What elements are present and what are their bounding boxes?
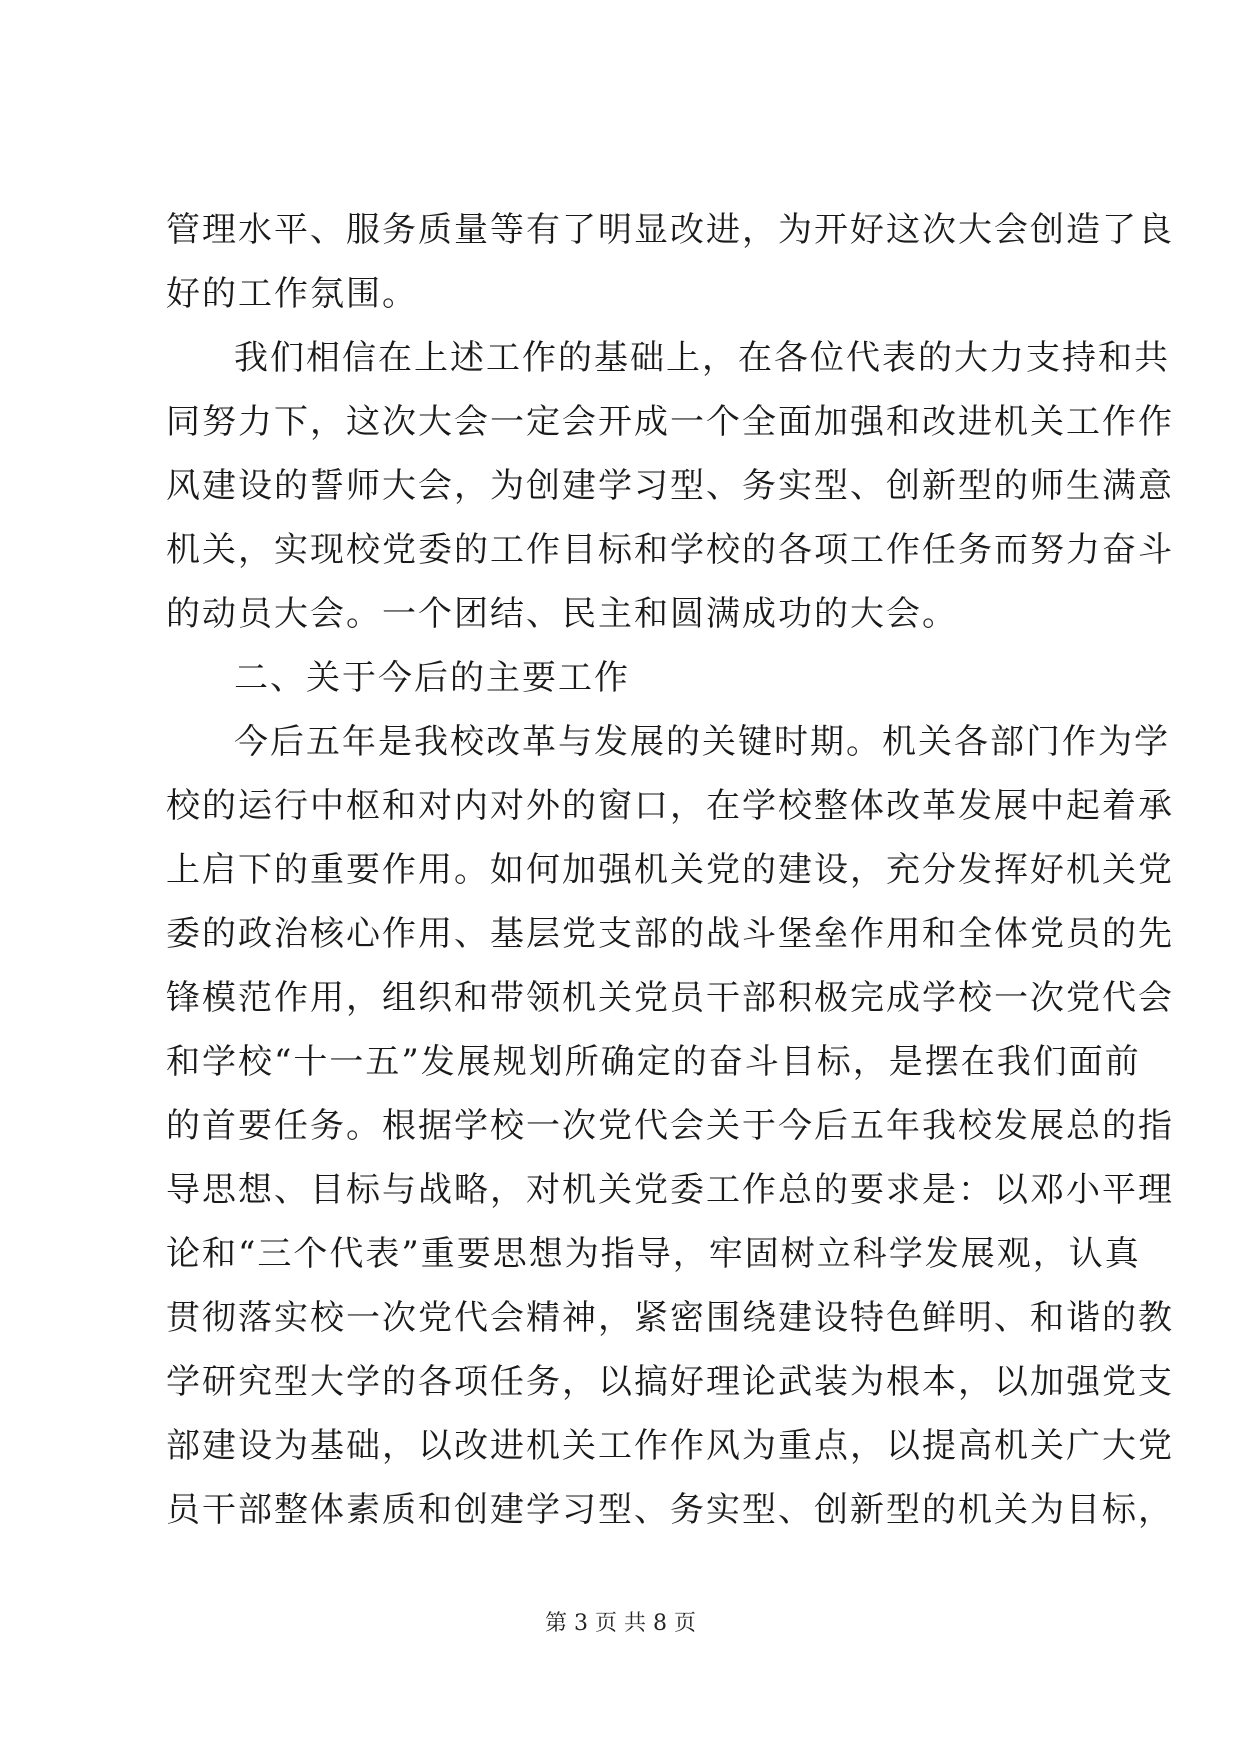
text-line: 委的政治核心作用、基层党支部的战斗堡垒作用和全体党员的先 — [166, 914, 1174, 954]
text-line: 论和“三个代表”重要思想为指导，牢固树立科学发展观，认真 — [166, 1234, 1141, 1274]
text-line: 管理水平、服务质量等有了明显改进，为开好这次大会创造了良 — [166, 210, 1174, 250]
text-line: 校的运行中枢和对内对外的窗口，在学校整体改革发展中起着承 — [166, 786, 1174, 826]
section-heading: 二、关于今后的主要工作 — [234, 658, 630, 698]
text-line: 和学校“十一五”发展规划所确定的奋斗目标，是摆在我们面前 — [166, 1042, 1141, 1082]
text-line: 机关，实现校党委的工作目标和学校的各项工作任务而努力奋斗 — [166, 530, 1174, 570]
text-line: 我们相信在上述工作的基础上，在各位代表的大力支持和共 — [234, 338, 1170, 378]
text-line: 好的工作氛围。 — [166, 274, 418, 314]
text-line: 学研究型大学的各项任务，以搞好理论武装为根本，以加强党支 — [166, 1362, 1174, 1402]
text-line: 风建设的誓师大会，为创建学习型、务实型、创新型的师生满意 — [166, 466, 1174, 506]
text-line: 上启下的重要作用。如何加强机关党的建设，充分发挥好机关党 — [166, 850, 1174, 890]
text-line: 部建设为基础，以改进机关工作作风为重点，以提高机关广大党 — [166, 1426, 1174, 1466]
text-line: 的动员大会。一个团结、民主和圆满成功的大会。 — [166, 594, 958, 634]
page-number-footer: 第 3 页 共 8 页 — [545, 1611, 696, 1636]
text-line: 今后五年是我校改革与发展的关键时期。机关各部门作为学 — [234, 722, 1170, 762]
text-line: 锋模范作用，组织和带领机关党员干部积极完成学校一次党代会 — [166, 978, 1174, 1018]
text-line: 同努力下，这次大会一定会开成一个全面加强和改进机关工作作 — [166, 402, 1174, 442]
text-line: 员干部整体素质和创建学习型、务实型、创新型的机关为目标， — [166, 1490, 1174, 1530]
text-line: 的首要任务。根据学校一次党代会关于今后五年我校发展总的指 — [166, 1106, 1174, 1146]
text-line: 导思想、目标与战略，对机关党委工作总的要求是：以邓小平理 — [166, 1170, 1174, 1210]
text-line: 贯彻落实校一次党代会精神，紧密围绕建设特色鲜明、和谐的教 — [166, 1298, 1174, 1338]
